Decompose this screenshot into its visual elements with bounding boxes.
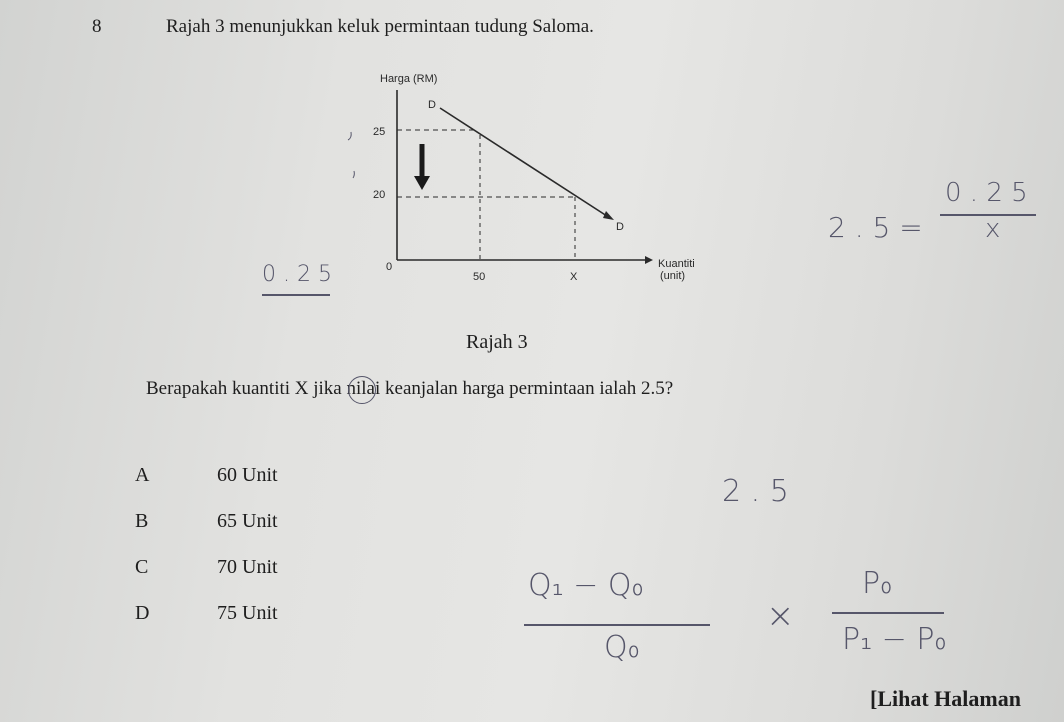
- y-tick-25: 25: [373, 126, 386, 138]
- price-drop-arrowhead: [414, 176, 430, 190]
- pencil-tick-1: [348, 132, 351, 140]
- option-b-text: 65 Unit: [217, 510, 278, 532]
- option-d-text: 75 Unit: [217, 602, 278, 624]
- pencil-circle-x: [348, 376, 376, 404]
- question-text: Berapakah kuantiti X jika nilai keanjalan harga permintaan ialah 2.5?: [146, 378, 674, 399]
- pencil-tick-2: [353, 171, 354, 178]
- origin-label: 0: [386, 261, 393, 273]
- demand-curve-graph: [340, 60, 760, 310]
- option-a-text: 60 Unit: [217, 464, 278, 486]
- figure-caption: Rajah 3: [466, 331, 528, 353]
- handwritten-eq-lhs: 2 . 5 =: [828, 211, 923, 244]
- question-number: 8: [92, 16, 102, 37]
- handwritten-eq-numerator: 0 . 2 5: [945, 178, 1028, 208]
- page-footer: [Lihat Halaman: [870, 686, 1021, 711]
- pencil-underline: [262, 294, 330, 296]
- curve-label-top: D: [428, 99, 436, 111]
- handwritten-formula-numerator-2: P₀: [862, 566, 893, 601]
- handwritten-eq-denominator: x: [985, 214, 1001, 244]
- handwritten-note-left: 0 . 2 5: [262, 262, 332, 287]
- handwritten-formula-denominator: Q₀: [604, 630, 640, 665]
- question-stem: Rajah 3 menunjukkan keluk permintaan tudung Saloma.: [166, 16, 594, 37]
- option-a-letter: A: [135, 464, 150, 486]
- handwritten-times-sign: ×: [766, 596, 795, 636]
- demand-line: [440, 108, 610, 218]
- curve-label-bottom: D: [616, 221, 624, 233]
- handwritten-formula-denominator-2: P₁ − P₀: [842, 622, 947, 657]
- option-b-letter: B: [135, 510, 149, 532]
- option-c-letter: C: [135, 556, 149, 578]
- option-c-text: 70 Unit: [217, 556, 278, 578]
- x-tick-x: X: [570, 271, 578, 283]
- x-axis-arrow: [645, 256, 653, 264]
- x-axis-unit: (unit): [660, 270, 686, 282]
- demand-line-arrow: [603, 211, 614, 220]
- handwritten-note-middle: 2 . 5: [722, 474, 789, 509]
- pencil-formula-bar: [524, 624, 710, 626]
- x-tick-50: 50: [473, 271, 486, 283]
- x-axis-label: Kuantiti: [658, 258, 695, 270]
- option-d-letter: D: [135, 602, 150, 624]
- y-axis-label: Harga (RM): [380, 73, 438, 85]
- y-tick-20: 20: [373, 189, 386, 201]
- handwritten-formula-numerator: Q₁ − Q₀: [528, 568, 644, 603]
- pencil-formula-bar-2: [832, 612, 944, 614]
